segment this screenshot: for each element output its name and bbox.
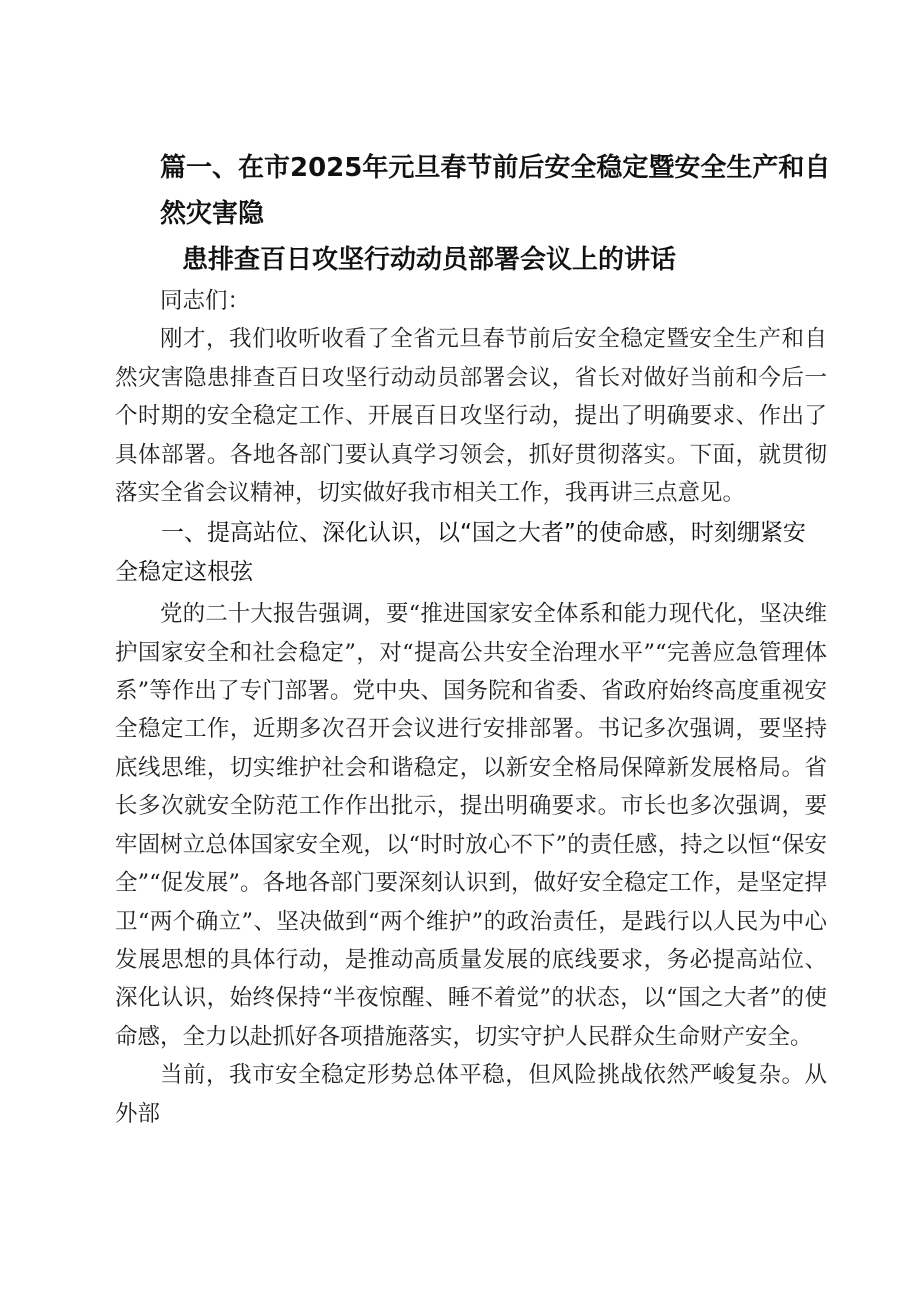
- salutation: 同志们：: [160, 288, 251, 314]
- body-paragraph: 刚才，我们收听收看了全省元旦春节前后安全稳定暨安全生产和自然灾害隐患排查百日攻坚行动动员部署会议，省长对做好当前和今后一个时期的安全稳定工作、开展百日攻坚行动，提出了明确要求、作出了具体部署。各地各部门要认真学习领会，抓好贯彻落实。下面，就贯彻落实全省会议精神，切实做好我市相关工作，我再讲三点意见。: [115, 326, 827, 507]
- title-line-1: 篇一、在市2025年元旦春节前后安全稳定暨安全生产和自然灾害隐: [160, 153, 831, 229]
- document-body: [115, 282, 827, 1133]
- body-paragraph: 党的二十大报告强调，要“推进国家安全体系和能力现代化，坚决维护国家安全和社会稳定”，对“提高公共安全治理水平”“完善应急管理体系”等作出了专门部署。党中央、国务院和省委、省政府始终高度重视安全稳定工作，近期多次召开会议进行安排部署。书记多次强调，要坚持底线思维，切实维护社会和谐稳定，以新安全格局保障新发展格局。省长多次就安全防范工作作出批示，提出明确要求。市长也多次强调，要牢固树立总体国家安全观，以“时时放心不下”的责任感，持之以恒“保安全”“促发展”。各地各部门要深刻认识到，做好安全稳定工作，是坚定捍卫“两个确立”、坚决做到“两个维护”的政治责任，是践行以人民为中心发展思想的具体行动，是推动高质量发展的底线要求，务必提高站位、深化认识，始终保持“半夜惊醒、睡不着觉”的状态，以“国之大者”的使命感，全力以赴抓好各项措施落实，切实守护人民群众生命财产安全。: [115, 601, 827, 1050]
- section-heading-1: 一、提高站位、深化认识，以“国之大者”的使命感，时刻绷紧安全稳定这根弦: [115, 520, 806, 585]
- body-paragraph: 当前，我市安全稳定形势总体平稳，但风险挑战依然严峻复杂。从外部: [115, 1062, 827, 1127]
- title-line-2: 患排查百日攻坚行动动员部署会议上的讲话: [182, 245, 677, 275]
- document-title: [160, 145, 850, 283]
